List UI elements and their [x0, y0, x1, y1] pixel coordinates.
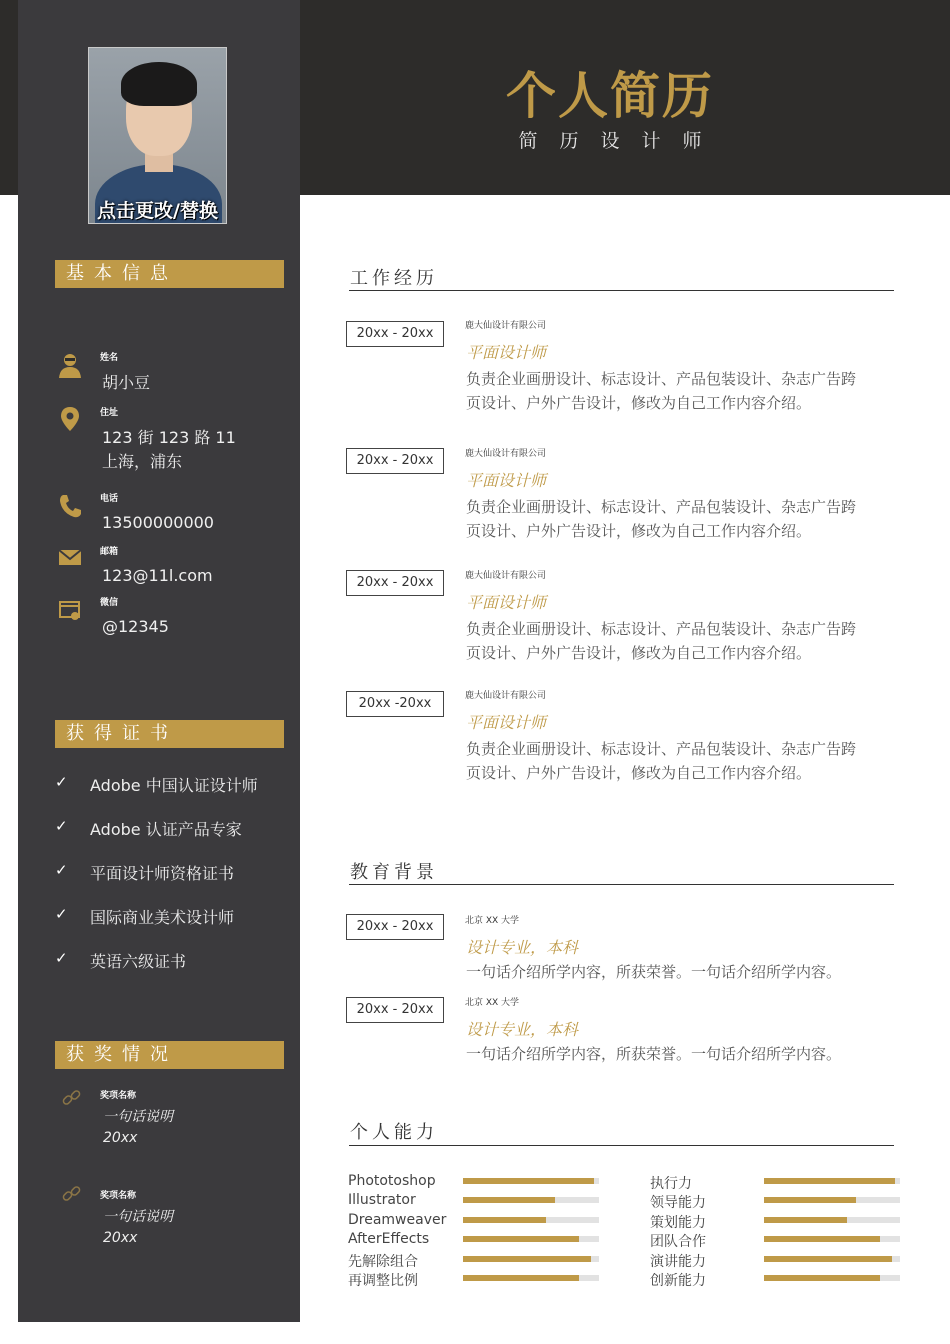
check-icon: ✓: [55, 905, 68, 923]
work-role: 平面设计师: [466, 343, 547, 362]
skill-name: Phototoshop: [348, 1173, 436, 1189]
check-icon: ✓: [55, 773, 68, 791]
certificate-item: 平面设计师资格证书: [90, 864, 235, 883]
education-school: 北京 XX 大学: [465, 998, 520, 1008]
skill-bar-fill: [463, 1217, 546, 1223]
education-date: 20xx - 20xx: [346, 997, 444, 1023]
resume-subtitle: 简历设计师: [518, 130, 724, 152]
education-date: 20xx - 20xx: [346, 914, 444, 940]
photo-replace-label[interactable]: 点击更改/替换: [97, 200, 218, 222]
education-major: 设计专业，本科: [466, 1020, 579, 1039]
skill-bar-track: [463, 1197, 599, 1203]
work-desc-line2: 页设计、户外广告设计，修改为自己工作内容介绍。: [466, 764, 812, 782]
skill-name: 创新能力: [650, 1273, 706, 1289]
skill-name: 执行力: [650, 1176, 692, 1192]
email-value: 123@11l.com: [102, 566, 213, 585]
resume-title: 个人简历: [506, 67, 714, 125]
skill-bar-fill: [764, 1197, 856, 1203]
certificate-item: 国际商业美术设计师: [90, 908, 235, 927]
skill-bar-track: [463, 1217, 599, 1223]
skill-bar-fill: [764, 1256, 892, 1262]
award-year: 20xx: [103, 1230, 138, 1246]
wechat-value: @12345: [102, 617, 169, 636]
skill-bar-track: [764, 1197, 900, 1203]
work-desc-line1: 负责企业画册设计、标志设计、产品包装设计、杂志广告跨: [466, 370, 857, 388]
skill-name: Illustrator: [348, 1192, 416, 1209]
work-role: 平面设计师: [466, 713, 547, 732]
skill-bar-fill: [463, 1256, 591, 1262]
email-label: 邮箱: [100, 547, 119, 557]
work-date: 20xx - 20xx: [346, 570, 444, 596]
check-icon: ✓: [55, 817, 68, 835]
work-company: 鹿大仙设计有限公司: [465, 691, 547, 701]
award-label: 奖项名称: [100, 1191, 137, 1201]
work-role: 平面设计师: [466, 593, 547, 612]
address-line2: 上海，浦东: [102, 452, 183, 471]
skill-bar-track: [463, 1178, 599, 1184]
certificate-item: Adobe 中国认证设计师: [90, 776, 258, 795]
work-desc-line1: 负责企业画册设计、标志设计、产品包装设计、杂志广告跨: [466, 620, 857, 638]
name-value: 胡小豆: [102, 373, 151, 392]
mail-icon: [57, 544, 83, 570]
skill-name: 领导能力: [650, 1195, 706, 1212]
work-date: 20xx - 20xx: [346, 448, 444, 474]
profile-photo[interactable]: [88, 47, 227, 224]
address-label: 住址: [100, 408, 119, 418]
education-desc: 一句话介绍所学内容，所获荣誉。一句话介绍所学内容。: [466, 963, 842, 981]
skill-bar-fill: [764, 1217, 847, 1223]
awards-heading: 获奖情况: [55, 1041, 284, 1069]
work-company: 鹿大仙设计有限公司: [465, 571, 547, 581]
skill-name: 策划能力: [650, 1214, 706, 1231]
education-desc: 一句话介绍所学内容，所获荣誉。一句话介绍所学内容。: [466, 1045, 842, 1063]
skill-bar-track: [463, 1256, 599, 1262]
check-icon: ✓: [55, 949, 68, 967]
work-company: 鹿大仙设计有限公司: [465, 449, 547, 459]
skill-name: 演讲能力: [650, 1253, 706, 1270]
photo-hair: [121, 62, 197, 106]
link-icon: [62, 1088, 82, 1108]
skill-bar-track: [463, 1236, 599, 1242]
wechat-label: 微信: [100, 598, 119, 608]
name-label: 姓名: [100, 353, 119, 363]
award-label: 奖项名称: [100, 1091, 137, 1101]
skill-name: 先解除组合: [348, 1253, 418, 1270]
skill-bar-track: [764, 1275, 900, 1281]
work-desc-line2: 页设计、户外广告设计，修改为自己工作内容介绍。: [466, 394, 812, 412]
skill-name: AfterEffects: [348, 1231, 430, 1248]
wechat-icon: [57, 597, 83, 623]
education-heading: 教育背景: [350, 862, 438, 883]
award-desc: 一句话说明: [103, 1109, 173, 1125]
work-divider: [349, 290, 894, 291]
skills-heading: 个人能力: [350, 1122, 438, 1143]
skill-name: 团队合作: [650, 1234, 706, 1251]
work-desc-line2: 页设计、户外广告设计，修改为自己工作内容介绍。: [466, 644, 812, 662]
skill-bar-track: [764, 1236, 900, 1242]
work-heading: 工作经历: [350, 268, 438, 289]
certificate-item: Adobe 认证产品专家: [90, 820, 242, 839]
skill-bar-fill: [764, 1178, 895, 1184]
skill-bar-fill: [463, 1178, 594, 1184]
certificate-item: 英语六级证书: [90, 952, 187, 971]
skill-name: Dreamweaver: [348, 1211, 447, 1228]
person-icon: [57, 352, 83, 378]
check-icon: ✓: [55, 861, 68, 879]
work-role: 平面设计师: [466, 471, 547, 490]
certificates-heading: 获得证书: [55, 720, 284, 748]
phone-value: 13500000000: [102, 513, 214, 532]
skill-name: 再调整比例: [348, 1273, 418, 1289]
work-date: 20xx -20xx: [346, 691, 444, 717]
work-date: 20xx - 20xx: [346, 321, 444, 347]
location-pin-icon: [57, 406, 83, 432]
skill-bar-fill: [764, 1275, 880, 1281]
education-major: 设计专业，本科: [466, 938, 579, 957]
award-desc: 一句话说明: [103, 1209, 173, 1225]
skill-bar-fill: [463, 1197, 555, 1203]
skill-bar-fill: [764, 1236, 880, 1242]
skill-bar-fill: [463, 1275, 579, 1281]
skill-bar-track: [764, 1178, 900, 1184]
work-desc-line1: 负责企业画册设计、标志设计、产品包装设计、杂志广告跨: [466, 498, 857, 516]
skill-bar-track: [463, 1275, 599, 1281]
skills-divider: [349, 1145, 894, 1146]
work-company: 鹿大仙设计有限公司: [465, 321, 547, 331]
skill-bar-fill: [463, 1236, 579, 1242]
education-school: 北京 XX 大学: [465, 916, 520, 926]
skill-bar-track: [764, 1217, 900, 1223]
skill-bar-track: [764, 1256, 900, 1262]
phone-icon: [57, 493, 83, 519]
education-divider: [349, 884, 894, 885]
basic-info-heading: 基本信息: [55, 260, 284, 288]
award-year: 20xx: [103, 1130, 138, 1146]
link-icon: [62, 1184, 82, 1204]
address-line1: 123 街 123 路 11: [102, 428, 236, 447]
work-desc-line2: 页设计、户外广告设计，修改为自己工作内容介绍。: [466, 522, 812, 540]
work-desc-line1: 负责企业画册设计、标志设计、产品包装设计、杂志广告跨: [466, 740, 857, 758]
phone-label: 电话: [100, 494, 119, 504]
